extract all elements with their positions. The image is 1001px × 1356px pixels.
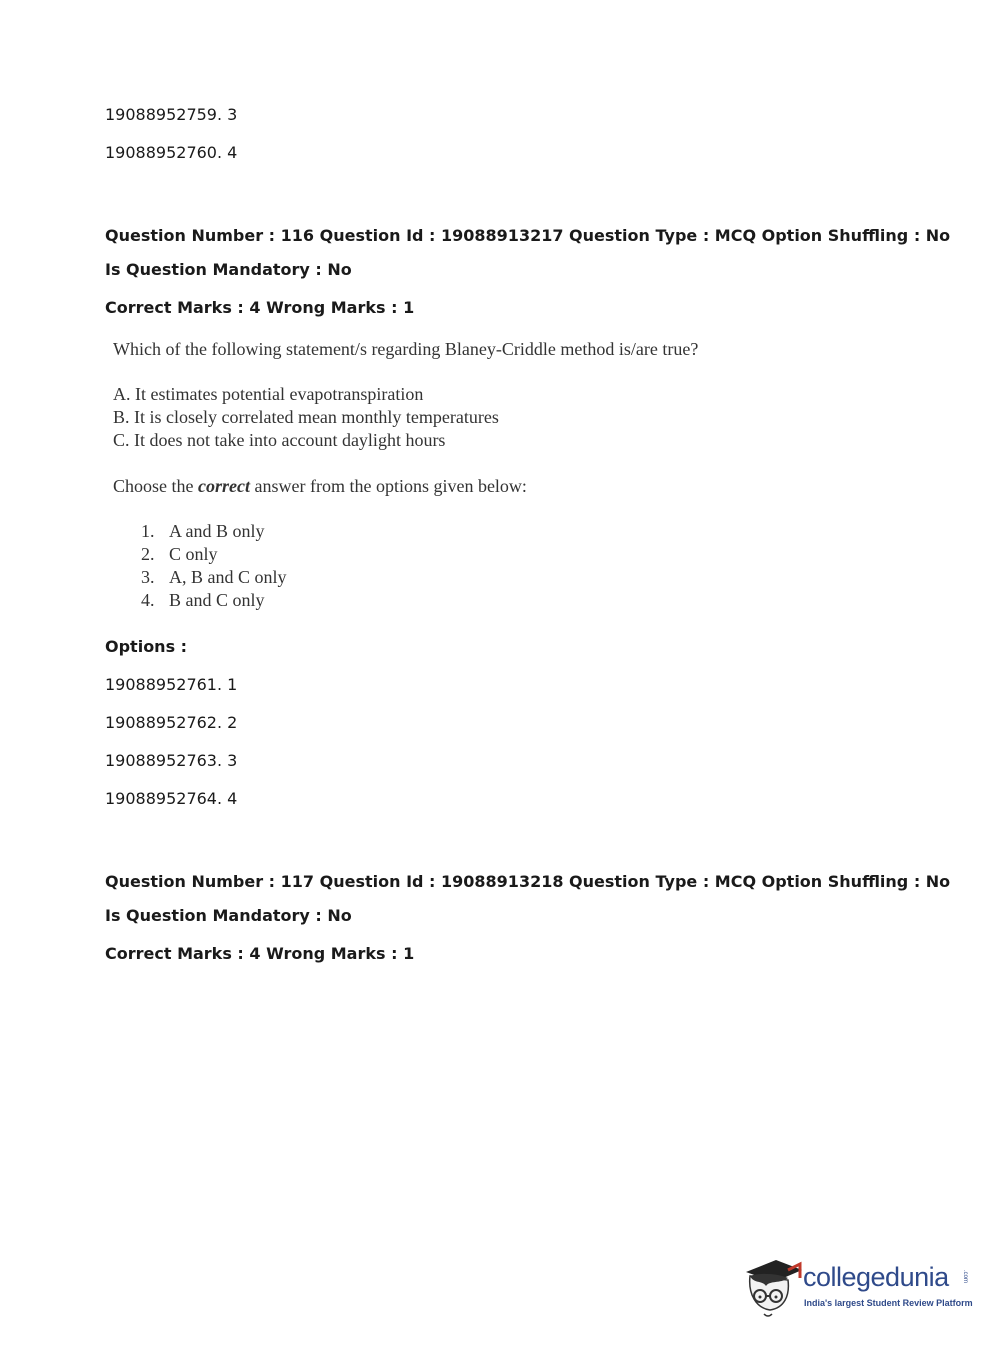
- question-header: Question Number : 117 Question Id : 19088913218 Question Type : MCQ Option Shuffling : No: [105, 872, 951, 891]
- student-mascot-icon: [740, 1250, 804, 1320]
- logo-dotcom: .com: [962, 1270, 968, 1284]
- option-text: 19088952763. 3: [105, 751, 238, 770]
- choice-item: [141, 520, 287, 543]
- choose-emphasis: correct: [198, 476, 250, 496]
- statement-c: C. It does not take into account daylight hours: [113, 430, 446, 450]
- marks-label: Correct Marks : 4 Wrong Marks : 1: [105, 944, 415, 963]
- option-text: 19088952760. 4: [105, 143, 238, 162]
- option-text: 19088952761. 1: [105, 675, 238, 694]
- logo-wordmark: collegedunia: [803, 1262, 949, 1292]
- choice-text: A and B only: [169, 521, 265, 541]
- question-text: Which of the following statement/s regarding Blaney-Criddle method is/are true?: [113, 339, 699, 359]
- choice-number: 4.: [141, 590, 155, 610]
- choice-item: [141, 589, 287, 612]
- choice-text: C only: [169, 544, 218, 564]
- choice-item: [141, 566, 287, 589]
- logo-tagline: India's largest Student Review Platform: [804, 1298, 973, 1308]
- choice-text: B and C only: [169, 590, 265, 610]
- answer-choices: [141, 520, 287, 612]
- choice-item: [141, 543, 287, 566]
- option-text: 19088952764. 4: [105, 789, 238, 808]
- statement-a: A. It estimates potential evapotranspiration: [113, 384, 424, 404]
- marks-label: Correct Marks : 4 Wrong Marks : 1: [105, 298, 415, 317]
- choose-prefix: Choose the: [113, 476, 198, 496]
- mandatory-label: Is Question Mandatory : No: [105, 906, 352, 925]
- choose-instruction: [113, 475, 527, 497]
- choice-text: A, B and C only: [169, 567, 287, 587]
- options-label: Options :: [105, 637, 188, 656]
- choose-suffix: answer from the options given below:: [249, 476, 527, 496]
- option-text: 19088952759. 3: [105, 105, 238, 124]
- collegedunia-logo: [740, 1250, 973, 1320]
- statement-b: B. It is closely correlated mean monthly temperatures: [113, 407, 499, 427]
- option-text: 19088952762. 2: [105, 713, 238, 732]
- choice-number: 2.: [141, 544, 155, 564]
- mandatory-label: Is Question Mandatory : No: [105, 260, 352, 279]
- question-header: Question Number : 116 Question Id : 19088913217 Question Type : MCQ Option Shuffling : No: [105, 226, 951, 245]
- choice-number: 3.: [141, 567, 155, 587]
- choice-number: 1.: [141, 521, 155, 541]
